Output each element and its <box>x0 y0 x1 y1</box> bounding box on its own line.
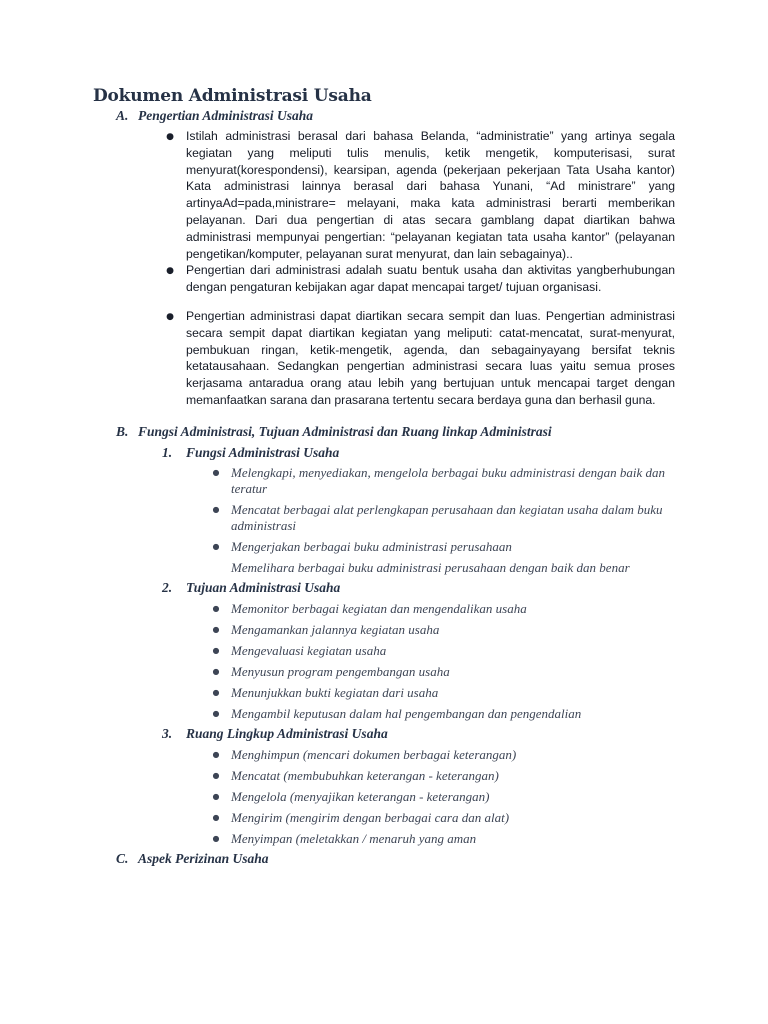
section-a-letter: A. <box>116 108 129 123</box>
subsection-1-number: 1. <box>162 445 173 460</box>
bullet-icon: ● <box>212 468 220 477</box>
bullet-icon: ● <box>212 688 220 697</box>
subsection-3-heading <box>162 726 388 742</box>
list-item: Mengevaluasi kegiatan usaha <box>231 643 387 658</box>
section-c-letter: C. <box>116 851 129 866</box>
list-item: Mencatat berbagai alat perlengkapan perusahaan dan kegiatan usaha dalam buku administrasi <box>231 502 663 533</box>
bullet-icon: ● <box>166 132 174 142</box>
section-a-heading <box>116 108 313 124</box>
bullet-icon: ● <box>212 709 220 718</box>
list-item: Menunjukkan bukti kegiatan dari usaha <box>231 685 439 700</box>
bullet-icon: ● <box>212 792 220 801</box>
bullet-icon: ● <box>212 505 220 514</box>
subsection-2-title: Tujuan Administrasi Usaha <box>186 580 341 595</box>
bullet-icon: ● <box>212 604 220 613</box>
bullet-icon: ● <box>212 750 220 759</box>
bullet-icon: ● <box>212 813 220 822</box>
section-c-title: Aspek Perizinan Usaha <box>138 851 269 866</box>
bullet-icon: ● <box>212 834 220 843</box>
list-item: Mengelola (menyajikan keterangan - keterangan) <box>231 789 490 804</box>
list-item: Menyusun program pengembangan usaha <box>231 664 450 679</box>
bullet-icon: ● <box>212 771 220 780</box>
section-b-letter: B. <box>116 424 129 439</box>
list-item: Mengirim (mengirim dengan berbagai cara dan alat) <box>231 810 510 825</box>
list-item: Menyimpan (meletakkan / menaruh yang aman <box>231 831 477 846</box>
list-item: Melengkapi, menyediakan, mengelola berbagai buku administrasi dengan baik dan teratur <box>231 465 665 496</box>
subsection-2-number: 2. <box>162 580 173 595</box>
bullet-icon: ● <box>212 625 220 634</box>
subsection-1-heading <box>162 445 339 461</box>
subsection-2-heading <box>162 580 340 596</box>
section-b-heading <box>116 424 552 440</box>
bullet-icon: ● <box>166 312 174 322</box>
list-item: Mengambil keputusan dalam hal pengembangan dan pengendalian <box>231 706 582 721</box>
list-item: Mencatat (membubuhkan keterangan - keterangan) <box>231 768 499 783</box>
section-b-title: Fungsi Administrasi, Tujuan Administrasi dan Ruang linkap Administrasi <box>138 424 552 439</box>
section-c-heading <box>116 851 269 867</box>
bullet-icon: ● <box>212 646 220 655</box>
section-a-paragraph-1: Istilah administrasi berasal dari bahasa Belanda, “administratie” yang artinya segala kegiatan yang meliputi tulis menulis, ketik mengetik, komputerisasi, surat menyurat(korespondensi), kearsipan, agenda (pekerjaan pekerjaan Tata Usaha kantor) Kata administrasi lainnya berasal dari bahasa Yunani, “Ad ministrare” yang artinyaAd=pada,ministrare= melayani, maka kata administrasi berarti memberikan pelayanan. Dari dua pengertian di atas secara gamblang dapat diartikan bahwa administrasi mempunyai pengertian: “pelayanan kegiatan tata usaha kantor” (pelayanan pengetikan/komputer, pelayanan surat menyurat, dan lain sebagainya).. <box>186 129 675 261</box>
list-item: Menghimpun (mencari dokumen berbagai keterangan) <box>231 747 517 762</box>
list-item: Mengamankan jalannya kegiatan usaha <box>231 622 440 637</box>
section-a-paragraph-3: Pengertian administrasi dapat diartikan secara sempit dan luas. Pengertian administrasi secara sempit dapat diartikan kegiatan yang meliputi: catat-mencatat, surat-menyurat, pembukuan ringan, ketik-mengetik, agenda, dan sebagainyayang bersifat teknis ketatausahaan. Sedangkan pengertian administrasi secara luas yaitu semua proses kerjasama antaradua orang atau lebih yang bertujuan untuk mencapai target dengan memanfaatkan sarana dan prasarana tertentu secara berdaya guna dan berhasil guna. <box>186 309 675 407</box>
bullet-icon: ● <box>166 266 174 276</box>
document-title: Dokumen Administrasi Usaha <box>93 86 372 106</box>
section-a-paragraph-2: Pengertian dari administrasi adalah suatu bentuk usaha dan aktivitas yangberhubungan dengan pengaturan kebijakan agar dapat mencapai target/ tujuan organisasi. <box>186 263 675 294</box>
bullet-icon: ● <box>212 667 220 676</box>
subsection-3-number: 3. <box>162 726 173 741</box>
bullet-icon: ● <box>212 542 220 551</box>
subsection-3-title: Ruang Lingkup Administrasi Usaha <box>186 726 388 741</box>
subsection-1-title: Fungsi Administrasi Usaha <box>186 445 340 460</box>
section-a-title: Pengertian Administrasi Usaha <box>138 108 314 123</box>
list-item-continuation: Memelihara berbagai buku administrasi perusahaan dengan baik dan benar <box>231 560 630 575</box>
list-item: Memonitor berbagai kegiatan dan mengendalikan usaha <box>231 601 527 616</box>
list-item: Mengerjakan berbagai buku administrasi perusahaan <box>231 539 512 554</box>
